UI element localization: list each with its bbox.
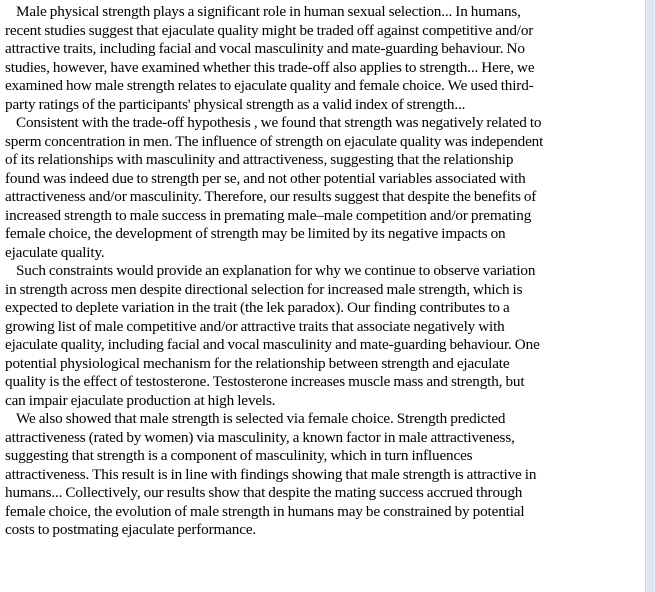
text-line: female choice, the development of strength may be limited by its negative impacts on xyxy=(5,225,506,242)
text-line: party ratings of the participants' physical strength as a valid index of strength... xyxy=(5,95,466,113)
text-line: female choice, the evolution of male strength in humans may be constrained by potential xyxy=(5,502,525,520)
vertical-scrollbar[interactable] xyxy=(645,0,655,592)
text-line: ejaculate quality, including facial and vocal masculinity and mate-guarding behaviour. One xyxy=(5,336,540,353)
text-line: examined how male strength relates to ejaculate quality and female choice. We used third- xyxy=(5,77,534,94)
text-line: increased strength to male success in premating male–male competition and/or premating xyxy=(5,206,532,224)
text-line: ejaculate quality. xyxy=(5,243,105,261)
text-line: in strength across men despite directional selection for increased male strength, which is xyxy=(5,280,523,298)
text-line: studies, however, have examined whether this trade-off also applies to strength... Here, we xyxy=(5,58,535,76)
text-line: attractiveness and/or masculinity. Therefore, our results suggest that despite the benefits of xyxy=(5,188,537,205)
text-line: potential physiological mechanism for the relationship between strength and ejaculate xyxy=(5,354,510,372)
text-line: sperm concentration in men. The influence of strength on ejaculate quality was independent xyxy=(5,132,544,150)
text-line: Such constraints would provide an explanation for why we continue to observe variation xyxy=(16,262,536,279)
text-line: attractiveness (rated by women) via masculinity, a known factor in male attractiveness, xyxy=(5,428,515,446)
text-line: costs to postmating ejaculate performance. xyxy=(5,521,257,538)
paragraph-4 xyxy=(5,410,643,540)
text-line: attractive traits, including facial and vocal masculinity and mate-guarding behaviour. No xyxy=(5,40,525,57)
text-line: Consistent with the trade-off hypothesis , we found that strength was negatively related to xyxy=(16,114,542,131)
text-line: attractiveness. This result is in line with findings showing that male strength is attractive in xyxy=(5,465,537,483)
text-line: expected to deplete variation in the trait (the lek paradox). Our finding contributes to a xyxy=(5,299,510,316)
paragraph-3 xyxy=(5,262,643,410)
text-line: quality is the effect of testosterone. Testosterone increases muscle mass and strength, but xyxy=(5,373,525,390)
text-line: suggesting that strength is a component of masculinity, which in turn influences xyxy=(5,447,473,464)
paragraph-2 xyxy=(5,114,643,262)
text-line: can impair ejaculate production at high levels. xyxy=(5,391,276,409)
scrollbar-thumb[interactable] xyxy=(647,0,654,592)
text-line: We also showed that male strength is selected via female choice. Strength predicted xyxy=(16,410,506,427)
text-line: of its relationships with masculinity and attractiveness, suggesting that the relationship xyxy=(5,151,514,168)
text-line: humans... Collectively, our results show that despite the mating success accrued through xyxy=(5,484,523,501)
paragraph-1 xyxy=(5,3,643,114)
text-line: found was indeed due to strength per se, and not other potential variables associated with xyxy=(5,169,526,187)
text-line: recent studies suggest that ejaculate quality might be traded off against competitive and/or xyxy=(5,21,534,39)
text-line: growing list of male competitive and/or attractive traits that associate negatively with xyxy=(5,317,505,335)
text-line: Male physical strength plays a significant role in human sexual selection... In humans, xyxy=(16,3,521,20)
